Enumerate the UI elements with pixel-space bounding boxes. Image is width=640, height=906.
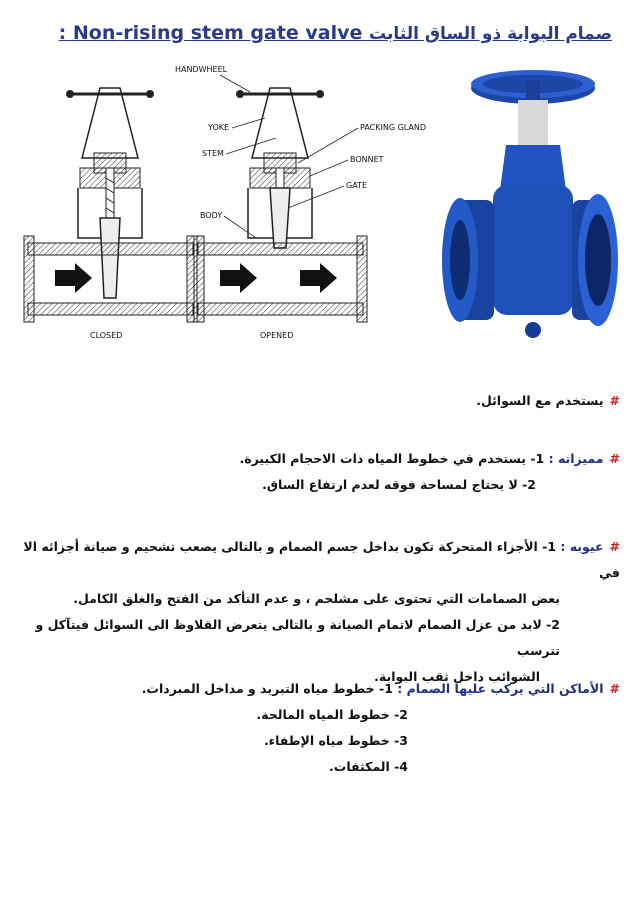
hash-marker: # bbox=[609, 451, 620, 466]
section-disadvantages bbox=[20, 534, 620, 690]
label-gate: GATE bbox=[346, 181, 367, 190]
label-body: BODY bbox=[200, 211, 223, 220]
hash-marker: # bbox=[609, 681, 620, 696]
disadvantages-item-1-line-2: بعض الصمامات التي تحتوى على مشلحم ، و عدم التأكد من الفتح والغلق الكامل. bbox=[73, 591, 560, 606]
places-item-2: 2- خطوط المياه المالحة. bbox=[256, 707, 408, 722]
disadvantages-heading: عيوبه : bbox=[560, 539, 604, 554]
section-places bbox=[20, 676, 620, 780]
gate-valve-photo bbox=[438, 60, 618, 360]
title-suffix: : bbox=[58, 22, 67, 44]
section-use bbox=[20, 388, 620, 414]
valve-cross-section-diagram bbox=[20, 58, 450, 358]
label-opened: OPENED bbox=[260, 331, 294, 340]
advantages-item-2: 2- لا يحتاج لمساحة فوقه لعدم ارتفاع الساق. bbox=[262, 477, 536, 492]
label-closed: CLOSED bbox=[90, 331, 123, 340]
hash-marker: # bbox=[609, 393, 620, 408]
advantages-heading: مميزاته : bbox=[548, 451, 604, 466]
title-english: Non-rising stem gate valve bbox=[72, 22, 363, 44]
hash-marker: # bbox=[609, 539, 620, 554]
disadvantages-item-2-line-1: 2- لابد من عزل الصمام لاتمام الصيانة و بالتالى يتعرض القلاوظ الى السوائل فيتآكل و تترسب bbox=[35, 617, 560, 658]
label-handwheel: HANDWHEEL bbox=[175, 65, 228, 74]
use-text: يستخدم مع السوائل. bbox=[476, 393, 604, 408]
places-item-4: 4- المكثفات. bbox=[329, 759, 408, 774]
places-item-1: 1- خطوط مياه التبريد و مداخل المبردات. bbox=[141, 681, 393, 696]
places-heading: الأماكن التي يركب عليها الصمام : bbox=[397, 681, 604, 696]
label-bonnet: BONNET bbox=[350, 155, 384, 164]
advantages-item-1: 1- يستخدم في خطوط المياه ذات الاحجام الكبيرة. bbox=[239, 451, 545, 466]
closed-valve-drawing bbox=[24, 88, 197, 340]
label-yoke: YOKE bbox=[208, 123, 230, 132]
label-stem: STEM bbox=[202, 149, 224, 158]
disadvantages-item-1-line-1: 1- الأجزاء المتحركة تكون بداخل جسم الصمام و بالتالى يصعب تشحيم و صيانة أجزائه الا في bbox=[23, 539, 620, 580]
places-item-3: 3- خطوط مياه الإطفاء. bbox=[263, 733, 408, 748]
label-packing-gland: PACKING GLAND bbox=[360, 123, 427, 132]
title-arabic: صمام البوابة ذو الساق الثابت bbox=[369, 24, 612, 44]
disadvantages-item-2-line-2: الشوائب داخل ثقب البوابة. bbox=[374, 669, 540, 684]
page-title bbox=[59, 22, 612, 44]
section-advantages bbox=[20, 446, 620, 498]
